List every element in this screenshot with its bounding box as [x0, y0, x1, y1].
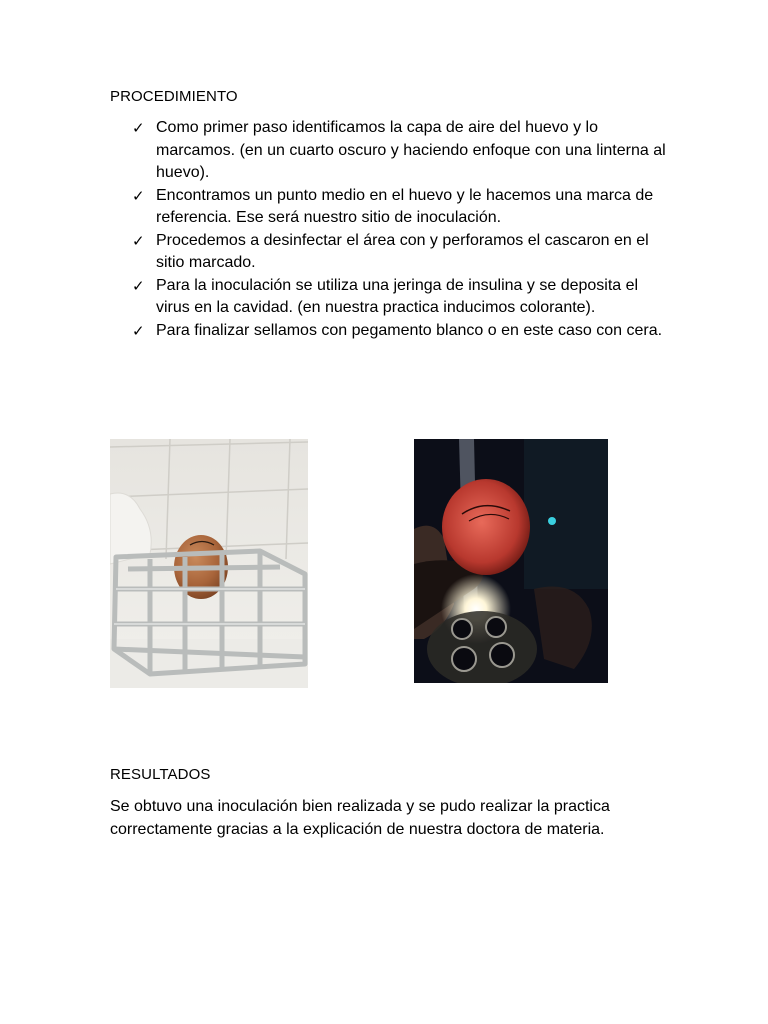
egg-candling-photo	[414, 439, 608, 683]
list-item	[110, 320, 670, 343]
check-icon: ✓	[132, 231, 145, 250]
resultados-text: Se obtuvo una inoculación bien realizada y se pudo realizar la practica correctamente gracias a la explicación de nuestra doctora de materia.	[110, 798, 610, 838]
list-item	[110, 117, 670, 185]
egg-in-rack-photo	[110, 439, 308, 688]
step-text: Procedemos a desinfectar el área con y perforamos el cascaron en el sitio marcado.	[156, 231, 649, 271]
list-item	[110, 185, 670, 230]
procedimiento-heading: PROCEDIMIENTO	[110, 88, 238, 105]
check-icon: ✓	[132, 276, 145, 295]
check-icon: ✓	[132, 321, 145, 340]
procedure-steps-list	[110, 117, 670, 342]
step-text: Para finalizar sellamos con pegamento blanco o en este caso con cera.	[156, 321, 663, 339]
resultados-heading: RESULTADOS	[110, 766, 211, 783]
step-text: Para la inoculación se utiliza una jeringa de insulina y se deposita el virus en la cavidad. (en nuestra practica inducimos colorante).	[156, 276, 639, 316]
list-item	[110, 275, 670, 320]
step-text: Encontramos un punto medio en el huevo y le hacemos una marca de referencia. Ese será nuestro sitio de inoculación.	[156, 186, 654, 226]
step-text: Como primer paso identificamos la capa de aire del huevo y lo marcamos. (en un cuarto oscuro y haciendo enfoque con una linterna al huevo).	[156, 119, 666, 181]
check-icon: ✓	[132, 119, 145, 137]
check-icon: ✓	[132, 186, 145, 205]
list-item	[110, 230, 670, 275]
